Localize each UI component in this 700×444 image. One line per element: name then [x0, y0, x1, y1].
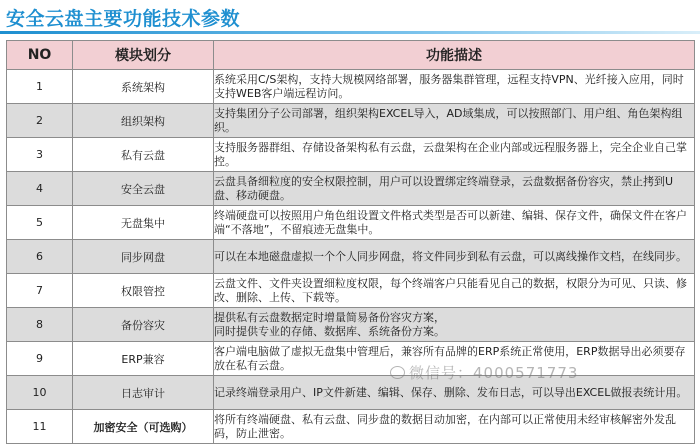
spec-table	[6, 40, 695, 444]
title-underline	[0, 31, 700, 34]
function-description: 记录终端登录用户、IP文件新建、编辑、保存、删除、发布日志，可以导出EXCEL做报表统计用。	[214, 376, 695, 410]
page-title: 安全云盘主要功能技术参数	[6, 8, 241, 30]
function-description: 支持服务器群组、存储设备架构私有云盘，云盘架构在企业内部或远程服务器上，完全企业自己掌控。	[214, 138, 695, 172]
function-description: 云盘文件、文件夹设置细粒度权限，每个终端客户只能看见自己的数据，权限分为可见、只读、修改、删除、上传、下载等。	[214, 274, 695, 308]
header-module: 模块划分	[73, 41, 214, 70]
table-row	[7, 410, 695, 444]
module-name: 私有云盘	[73, 138, 214, 172]
function-description: 云盘具备细粒度的安全权限控制，用户可以设置绑定终端登录，云盘数据备份容灾，禁止拷到U盘、移动硬盘。	[214, 172, 695, 206]
module-name: 无盘集中	[73, 206, 214, 240]
header-no: NO	[7, 41, 73, 70]
module-name: 组织架构	[73, 104, 214, 138]
row-number: 2	[7, 104, 73, 138]
function-description: 终端硬盘可以按照用户角色组设置文件格式类型是否可以新建、编辑、保存文件，确保文件在客户端“不落地”，不留痕迹无盘集中。	[214, 206, 695, 240]
table-row	[7, 70, 695, 104]
table-row	[7, 104, 695, 138]
row-number: 4	[7, 172, 73, 206]
row-number: 5	[7, 206, 73, 240]
table-row	[7, 172, 695, 206]
row-number: 9	[7, 342, 73, 376]
watermark-text: 微信号：4000571773	[409, 364, 579, 382]
row-number: 10	[7, 376, 73, 410]
table-row	[7, 376, 695, 410]
wechat-icon	[390, 366, 405, 379]
table-row	[7, 308, 695, 342]
table-row	[7, 138, 695, 172]
table-row	[7, 206, 695, 240]
module-name: 系统架构	[73, 70, 214, 104]
module-name: 备份容灾	[73, 308, 214, 342]
table-row	[7, 342, 695, 376]
header-description: 功能描述	[214, 41, 695, 70]
module-name: 安全云盘	[73, 172, 214, 206]
row-number: 3	[7, 138, 73, 172]
row-number: 6	[7, 240, 73, 274]
module-name: 权限管控	[73, 274, 214, 308]
row-number: 8	[7, 308, 73, 342]
module-name: 同步网盘	[73, 240, 214, 274]
function-description: 提供私有云盘数据定时增量简易备份容灾方案， 同时提供专业的存储、数据库、系统备份方案。	[214, 308, 695, 342]
row-number: 7	[7, 274, 73, 308]
table-row	[7, 274, 695, 308]
module-name: ERP兼容	[73, 342, 214, 376]
module-name: 日志审计	[73, 376, 214, 410]
row-number: 11	[7, 410, 73, 444]
function-description: 系统采用C/S架构，支持大规模网络部署，服务器集群管理，远程支持VPN、光纤接入应用，同时支持WEB客户端远程访问。	[214, 70, 695, 104]
module-name: 加密安全（可选购）	[73, 410, 214, 444]
function-description: 支持集团分子公司部署，组织架构EXCEL导入，AD域集成，可以按照部门、用户组、角色架构组织。	[214, 104, 695, 138]
row-number: 1	[7, 70, 73, 104]
table-row	[7, 240, 695, 274]
watermark	[390, 362, 578, 383]
function-description: 客户端电脑做了虚拟无盘集中管理后，兼容所有品牌的ERP系统正常使用，ERP数据导出必须要存放在私有云盘。	[214, 342, 695, 376]
function-description: 将所有终端硬盘、私有云盘、同步盘的数据目动加密，在内部可以正常使用未经审核解密外发乱码，防止泄密。	[214, 410, 695, 444]
function-description: 可以在本地磁盘虚拟一个个人同步网盘，将文件同步到私有云盘，可以离线操作文档，在线同步。	[214, 240, 695, 274]
table-header-row	[7, 41, 695, 70]
